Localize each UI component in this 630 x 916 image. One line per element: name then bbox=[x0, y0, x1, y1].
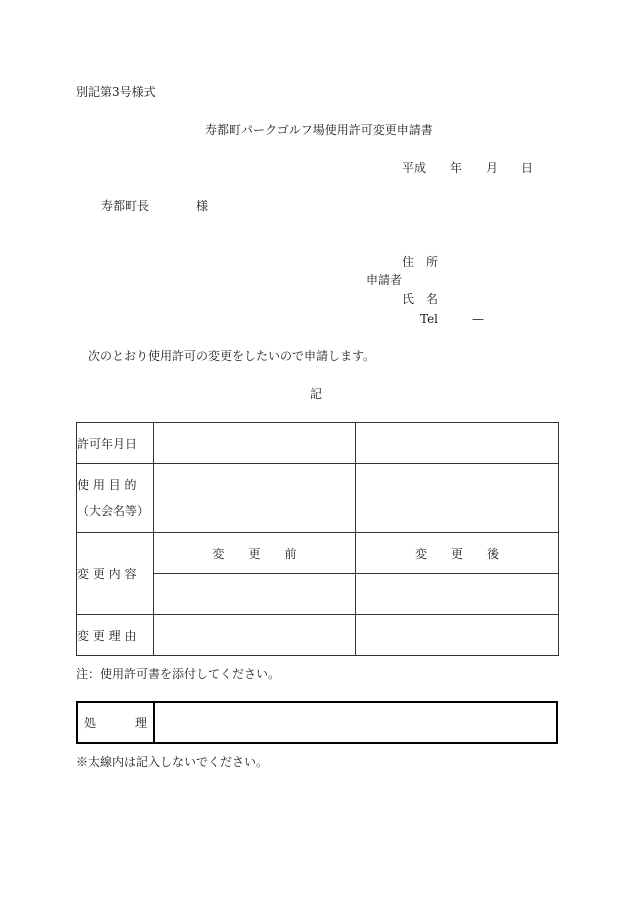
after-cell[interactable] bbox=[356, 574, 559, 615]
change-reason-label: 変 更 理 由 bbox=[77, 615, 154, 656]
date-year: 年 bbox=[450, 161, 463, 175]
applicant-tel-label: Tel bbox=[420, 312, 439, 326]
purpose-label bbox=[77, 464, 154, 533]
footnote: ※太線内は記入しないでください。 bbox=[76, 755, 269, 769]
addressee-honorific: 様 bbox=[196, 199, 209, 213]
body-text: 次のとおり使用許可の変更をしたいので申請します。 bbox=[88, 349, 376, 363]
row-change-header bbox=[77, 533, 559, 574]
change-reason-cell-1[interactable] bbox=[154, 615, 356, 656]
purpose-cell-1[interactable] bbox=[154, 464, 356, 533]
row-permit-date bbox=[77, 423, 559, 464]
after-header: 変 更 後 bbox=[356, 533, 559, 574]
processing-label-a: 処 bbox=[84, 716, 97, 730]
before-header: 変 更 前 bbox=[154, 533, 356, 574]
change-content-label: 変 更 内 容 bbox=[77, 533, 154, 615]
permit-date-cell-2[interactable] bbox=[356, 423, 559, 464]
processing-table bbox=[76, 701, 558, 744]
before-cell[interactable] bbox=[154, 574, 356, 615]
form-number: 別記第3号様式 bbox=[76, 85, 156, 99]
change-reason-cell-2[interactable] bbox=[356, 615, 559, 656]
attachment-note: 注：使用許可書を添付してください。 bbox=[76, 667, 281, 681]
processing-label-b: 理 bbox=[134, 716, 147, 730]
addressee-name: 寿都町長 bbox=[101, 199, 150, 213]
ki-heading: 記 bbox=[310, 387, 323, 401]
date-day: 日 bbox=[521, 161, 534, 175]
permit-date-label: 許可年月日 bbox=[77, 423, 154, 464]
applicant-label: 申請者 bbox=[366, 273, 403, 287]
row-purpose bbox=[77, 464, 559, 533]
applicant-address-label: 住 所 bbox=[402, 255, 439, 269]
processing-cell bbox=[154, 702, 557, 743]
purpose-label-line2: （大会名等） bbox=[77, 504, 150, 518]
purpose-cell-2[interactable] bbox=[356, 464, 559, 533]
row-change-reason bbox=[77, 615, 559, 656]
date-era: 平成 bbox=[402, 161, 427, 175]
document-title: 寿都町パークゴルフ場使用許可変更申請書 bbox=[205, 123, 433, 137]
change-request-table bbox=[76, 422, 559, 656]
purpose-label-line1: 使 用 目 的 bbox=[77, 478, 137, 492]
date-month: 月 bbox=[486, 161, 499, 175]
applicant-tel-dash: — bbox=[472, 312, 484, 326]
applicant-name-label: 氏 名 bbox=[402, 292, 439, 306]
permit-date-cell-1[interactable] bbox=[154, 423, 356, 464]
processing-label bbox=[77, 702, 154, 743]
